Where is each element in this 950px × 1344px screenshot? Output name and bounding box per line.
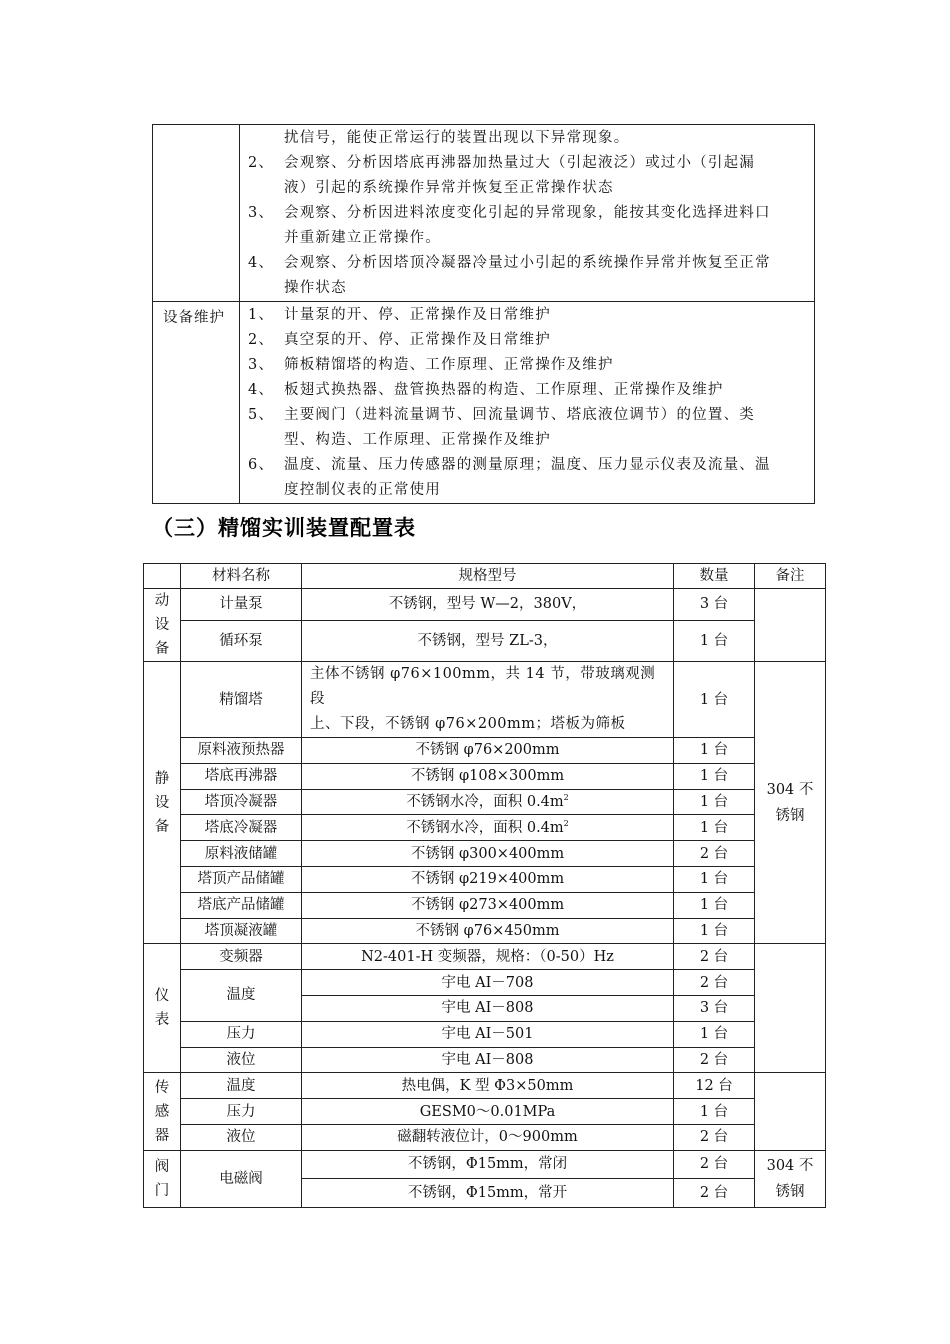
item-text-continued: 并重新建立正常操作。 bbox=[284, 230, 441, 246]
spec-cell: 宇电 AI－501 bbox=[302, 1021, 674, 1047]
list-item bbox=[240, 453, 814, 478]
quantity-cell: 1 台 bbox=[674, 815, 755, 841]
spec-cell: 磁翻转液位计，0～900mm bbox=[302, 1124, 674, 1150]
table-header-row bbox=[144, 564, 826, 589]
table-row bbox=[144, 918, 826, 944]
table-row bbox=[153, 302, 815, 504]
header-group bbox=[144, 564, 181, 589]
table-row bbox=[144, 970, 826, 996]
table-row bbox=[144, 1073, 826, 1099]
quantity-cell: 2 台 bbox=[674, 1178, 755, 1207]
items-cell bbox=[240, 125, 815, 302]
quantity-cell: 1 台 bbox=[674, 918, 755, 944]
material-name: 原料液预热器 bbox=[181, 738, 302, 764]
equipment-config-table bbox=[143, 563, 826, 1208]
item-number: 4、 bbox=[248, 382, 275, 398]
quantity-cell: 3 台 bbox=[674, 995, 755, 1021]
quantity-cell: 2 台 bbox=[674, 1124, 755, 1150]
category-cell bbox=[153, 125, 240, 302]
quantity-cell: 1 台 bbox=[674, 892, 755, 918]
quantity-cell: 2 台 bbox=[674, 1150, 755, 1178]
group-sensors: 传 感 器 bbox=[144, 1073, 181, 1150]
remarks-cell bbox=[755, 944, 826, 1073]
item-number: 3、 bbox=[248, 205, 275, 221]
list-item bbox=[240, 378, 814, 403]
list-item bbox=[240, 353, 814, 378]
spec-cell: 不锈钢，型号 W—2，380V， bbox=[302, 589, 674, 621]
spec-cell: 不锈钢 φ300×400mm bbox=[302, 841, 674, 867]
spec-cell: 热电偶，K 型 Φ3×50mm bbox=[302, 1073, 674, 1099]
item-text-continued: 液）引起的系统操作异常并恢复至正常操作状态 bbox=[284, 180, 614, 196]
spec-cell: 不锈钢水冷，面积 $0.4m^2$ bbox=[302, 815, 674, 841]
item-number: 5、 bbox=[248, 407, 275, 423]
list-item: 扰信号，能使正常运行的装置出现以下异常现象。 bbox=[284, 130, 630, 146]
material-name: 液位 bbox=[181, 1047, 302, 1073]
quantity-cell: 12 台 bbox=[674, 1073, 755, 1099]
quantity-cell: 1 台 bbox=[674, 789, 755, 815]
table-row bbox=[144, 841, 826, 867]
header-spec: 规格型号 bbox=[302, 564, 674, 589]
spec-cell: 不锈钢，Φ15mm，常闭 bbox=[302, 1150, 674, 1178]
spec-cell: 宇电 AI－808 bbox=[302, 1047, 674, 1073]
item-text: 主要阀门（进料流量调节、回流量调节、塔底液位调节）的位置、类 bbox=[284, 407, 755, 423]
material-name: 精馏塔 bbox=[181, 662, 302, 738]
group-instruments: 仪 表 bbox=[144, 944, 181, 1073]
item-text: 会观察、分析因进料浓度变化引起的异常现象，能按其变化选择进料口 bbox=[284, 205, 771, 221]
spec-cell: N2-401-H 变频器，规格：（0-50）Hz bbox=[302, 944, 674, 970]
item-text-continued: 型、构造、工作原理、正常操作及维护 bbox=[284, 432, 551, 448]
item-text-continued: 操作状态 bbox=[284, 280, 347, 296]
material-name: 塔底冷凝器 bbox=[181, 815, 302, 841]
spec-cell: 不锈钢 φ76×450mm bbox=[302, 918, 674, 944]
table-row bbox=[144, 866, 826, 892]
item-text-continued: 度控制仪表的正常使用 bbox=[284, 482, 441, 498]
group-dynamic-equipment: 动 设 备 bbox=[144, 589, 181, 662]
table-row bbox=[153, 125, 815, 302]
group-static-equipment: 静 设 备 bbox=[144, 662, 181, 944]
list-item bbox=[240, 201, 814, 226]
group-valves: 阀 门 bbox=[144, 1150, 181, 1207]
material-name: 原料液储罐 bbox=[181, 841, 302, 867]
remarks-cell: 304 不 锈钢 bbox=[755, 662, 826, 944]
material-name: 塔底产品储罐 bbox=[181, 892, 302, 918]
material-name: 电磁阀 bbox=[181, 1150, 302, 1207]
remarks-cell bbox=[755, 589, 826, 662]
quantity-cell: 2 台 bbox=[674, 1047, 755, 1073]
item-text: 筛板精馏塔的构造、工作原理、正常操作及维护 bbox=[284, 357, 614, 373]
spec-cell: 不锈钢 φ108×300mm bbox=[302, 763, 674, 789]
quantity-cell: 2 台 bbox=[674, 944, 755, 970]
table-row bbox=[144, 1021, 826, 1047]
quantity-cell: 1 台 bbox=[674, 1099, 755, 1125]
header-quantity: 数量 bbox=[674, 564, 755, 589]
spec-cell: GESM0～0.01MPa bbox=[302, 1099, 674, 1125]
item-number: 6、 bbox=[248, 457, 275, 473]
item-text: 真空泵的开、停、正常操作及日常维护 bbox=[284, 332, 551, 348]
item-number: 3、 bbox=[248, 357, 275, 373]
material-name: 温度 bbox=[181, 1073, 302, 1099]
material-name: 计量泵 bbox=[181, 589, 302, 621]
item-number: 2、 bbox=[248, 332, 275, 348]
table-row bbox=[144, 892, 826, 918]
table-row bbox=[144, 815, 826, 841]
spec-cell: 主体不锈钢 φ76×100mm，共 14 节，带玻璃观测 段 上、下段，不锈钢 φ76×200mm；塔板为筛板 bbox=[302, 662, 674, 738]
table-row bbox=[144, 589, 826, 621]
item-number: 4、 bbox=[248, 255, 275, 271]
item-text: 板翅式换热器、盘管换热器的构造、工作原理、正常操作及维护 bbox=[284, 382, 724, 398]
material-name: 变频器 bbox=[181, 944, 302, 970]
table-row bbox=[144, 620, 826, 661]
quantity-cell: 1 台 bbox=[674, 866, 755, 892]
list-item bbox=[240, 328, 814, 353]
list-item bbox=[240, 403, 814, 428]
item-number: 1、 bbox=[248, 307, 275, 323]
spec-cell: 宇电 AI－808 bbox=[302, 995, 674, 1021]
item-text: 会观察、分析因塔顶冷凝器冷量过小引起的系统操作异常并恢复至正常 bbox=[284, 255, 771, 271]
item-text: 会观察、分析因塔底再沸器加热量过大（引起液泛）或过小（引起漏 bbox=[284, 155, 755, 171]
table-row bbox=[144, 763, 826, 789]
quantity-cell: 3 台 bbox=[674, 589, 755, 621]
material-name: 塔顶产品储罐 bbox=[181, 866, 302, 892]
table-row bbox=[144, 944, 826, 970]
table-row bbox=[144, 662, 826, 738]
category-cell: 设备维护 bbox=[153, 302, 240, 504]
material-name: 循环泵 bbox=[181, 620, 302, 661]
table-row bbox=[144, 1099, 826, 1125]
spec-cell: 不锈钢，Φ15mm，常开 bbox=[302, 1178, 674, 1207]
list-item bbox=[240, 251, 814, 276]
material-name: 塔顶凝液罐 bbox=[181, 918, 302, 944]
header-remarks: 备注 bbox=[755, 564, 826, 589]
spec-cell: 宇电 AI－708 bbox=[302, 970, 674, 996]
table-row bbox=[144, 1124, 826, 1150]
items-cell bbox=[240, 302, 815, 504]
material-name: 温度 bbox=[181, 970, 302, 1022]
spec-cell: 不锈钢水冷，面积 $0.4m^2$ bbox=[302, 789, 674, 815]
item-number: 2、 bbox=[248, 155, 275, 171]
header-material-name: 材料名称 bbox=[181, 564, 302, 589]
table-row bbox=[144, 1047, 826, 1073]
quantity-cell: 1 台 bbox=[674, 662, 755, 738]
quantity-cell: 1 台 bbox=[674, 738, 755, 764]
quantity-cell: 2 台 bbox=[674, 970, 755, 996]
section-heading: （三）精馏实训装置配置表 bbox=[152, 516, 416, 540]
item-text: 温度、流量、压力传感器的测量原理；温度、压力显示仪表及流量、温 bbox=[284, 457, 771, 473]
material-name: 压力 bbox=[181, 1099, 302, 1125]
table-row bbox=[144, 1150, 826, 1178]
spec-cell: 不锈钢 φ219×400mm bbox=[302, 866, 674, 892]
spec-cell: 不锈钢 φ273×400mm bbox=[302, 892, 674, 918]
material-name: 塔底再沸器 bbox=[181, 763, 302, 789]
table-row bbox=[144, 738, 826, 764]
material-name: 塔顶冷凝器 bbox=[181, 789, 302, 815]
list-item bbox=[240, 151, 814, 176]
spec-cell: 不锈钢，型号 ZL-3， bbox=[302, 620, 674, 661]
item-text: 计量泵的开、停、正常操作及日常维护 bbox=[284, 307, 551, 323]
quantity-cell: 1 台 bbox=[674, 620, 755, 661]
quantity-cell: 1 台 bbox=[674, 763, 755, 789]
material-name: 压力 bbox=[181, 1021, 302, 1047]
training-content-table bbox=[152, 124, 815, 504]
spec-cell: 不锈钢 φ76×200mm bbox=[302, 738, 674, 764]
remarks-cell: 304 不 锈钢 bbox=[755, 1150, 826, 1207]
table-row bbox=[144, 789, 826, 815]
list-item bbox=[240, 303, 814, 328]
material-name: 液位 bbox=[181, 1124, 302, 1150]
quantity-cell: 1 台 bbox=[674, 1021, 755, 1047]
remarks-cell bbox=[755, 1073, 826, 1150]
quantity-cell: 2 台 bbox=[674, 841, 755, 867]
